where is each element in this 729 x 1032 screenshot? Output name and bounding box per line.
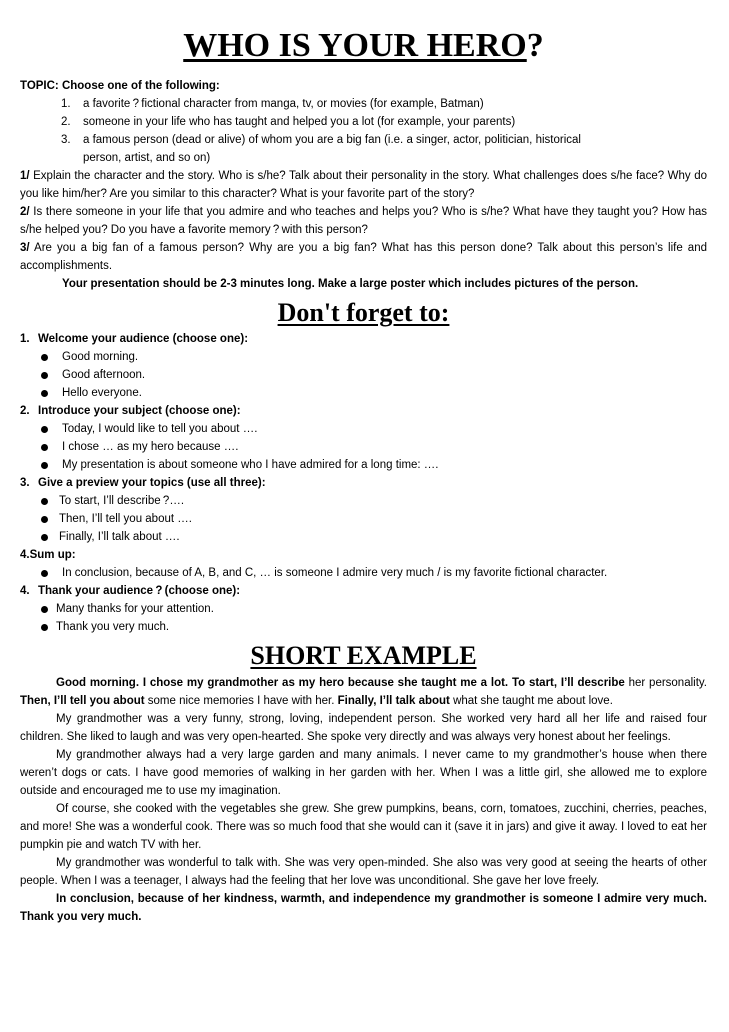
question-number: 2/ bbox=[20, 206, 30, 218]
topic-item-text: someone in your life who has taught and helped you a lot (for example, your parents) bbox=[83, 116, 516, 128]
list-item bbox=[20, 384, 707, 402]
bullet-icon bbox=[40, 528, 59, 546]
reminder-title: Give a preview your topics (use all three): bbox=[38, 477, 266, 489]
question-paragraph bbox=[20, 203, 707, 239]
question-text: Explain the character and the story. Who is s/he? Talk about their personality in the story. What challenges does s/he face? Why do you like him/her? Are you similar to this character? What is your favorite part of the story? bbox=[20, 170, 707, 200]
topic-item-continuation: person, artist, and so on) bbox=[83, 152, 211, 164]
list-item bbox=[20, 456, 707, 474]
list-item-text: To start, I’ll describe ?…. bbox=[59, 495, 185, 507]
bullet-icon bbox=[40, 564, 62, 582]
topic-item bbox=[20, 95, 707, 113]
title-main: WHO IS YOUR HERO bbox=[183, 27, 527, 64]
example-heading-text: SHORT EXAMPLE bbox=[250, 641, 477, 670]
reminder-title: Sum up: bbox=[29, 549, 76, 561]
list-item bbox=[20, 366, 707, 384]
list-item-text: In conclusion, because of A, B, and C, … is someone I admire very much / is my favorite fictional character. bbox=[62, 567, 608, 579]
question-number: 1/ bbox=[20, 170, 30, 182]
list-item-text: Thank you very much. bbox=[56, 621, 170, 633]
title-question-mark: ? bbox=[526, 27, 544, 64]
list-item bbox=[20, 492, 707, 510]
topic-item-text: a favorite ? fictional character from manga, tv, or movies (for example, Batman) bbox=[83, 98, 484, 110]
bullet-icon bbox=[40, 348, 62, 366]
list-item bbox=[20, 528, 707, 546]
reminder-title: Thank your audience ? (choose one): bbox=[38, 585, 241, 597]
reminder-section-title bbox=[20, 546, 707, 564]
intro-bold-1: Good morning. I chose my grandmother as my hero because she taught me a lot. To start, I’ll describe bbox=[56, 677, 625, 689]
question-text: Is there someone in your life that you admire and who teaches and helps you? Who is s/he? What have they taught you? How has s/he helped you? Do you have a favorite memory ? with this person? bbox=[20, 206, 707, 236]
question-number: 3/ bbox=[20, 242, 30, 254]
intro-text-3: what she taught me about love. bbox=[449, 695, 613, 707]
bullet-icon bbox=[40, 420, 62, 438]
list-item-text: Hello everyone. bbox=[62, 387, 142, 399]
bullet-icon bbox=[40, 510, 59, 528]
reminder-number: 3. bbox=[20, 477, 30, 489]
list-item-text: Today, I would like to tell you about …. bbox=[62, 423, 258, 435]
list-item-text: I chose … as my hero because …. bbox=[62, 441, 239, 453]
question-text: Are you a big fan of a famous person? Why are you a big fan? What has this person done? Talk about this person’s life and accomplishments. bbox=[20, 242, 707, 272]
reminder-section-title bbox=[20, 474, 707, 492]
topic-item bbox=[20, 113, 707, 131]
reminder-section-title bbox=[20, 582, 707, 600]
reminder-section-title bbox=[20, 402, 707, 420]
bullet-icon bbox=[40, 384, 62, 402]
worksheet-page bbox=[20, 26, 707, 926]
bullet-icon bbox=[40, 366, 62, 384]
topic-item-number: 1. bbox=[61, 98, 71, 110]
topic-item-text: a famous person (dead or alive) of whom you are a big fan (i.e. a singer, actor, politician, historical bbox=[83, 134, 581, 146]
example-paragraph: My grandmother always had a very large garden and many animals. I never came to my grandmother’s house when there weren’t dogs or cats. I have good memories of walking in her garden with her. When I was a little girl, she allowed me to explore outside and encouraged me to use my imagination. bbox=[20, 749, 707, 797]
list-item-text: Many thanks for your attention. bbox=[56, 603, 214, 615]
questions-section bbox=[20, 167, 707, 293]
list-item-text: Good afternoon. bbox=[62, 369, 146, 381]
reminder-number: 4. bbox=[20, 549, 30, 561]
example-heading bbox=[20, 641, 707, 671]
bullet-icon bbox=[40, 600, 56, 618]
list-item bbox=[20, 564, 707, 582]
reminders-heading-text: Don't forget to: bbox=[277, 298, 450, 327]
topic-item-number: 3. bbox=[61, 134, 71, 146]
question-paragraph bbox=[20, 167, 707, 203]
bullet-icon bbox=[40, 618, 56, 636]
list-item-text: Finally, I’ll talk about …. bbox=[59, 531, 180, 543]
bullet-icon bbox=[40, 456, 62, 474]
topic-label: TOPIC: Choose one of the following: bbox=[20, 80, 220, 92]
reminders-section bbox=[20, 330, 707, 636]
bullet-icon bbox=[40, 492, 59, 510]
reminders-heading bbox=[20, 298, 707, 328]
list-item-text: My presentation is about someone who I have admired for a long time: …. bbox=[62, 459, 439, 471]
list-item-text: Then, I’ll tell you about …. bbox=[59, 513, 192, 525]
reminder-title: Introduce your subject (choose one): bbox=[38, 405, 241, 417]
intro-text-1: her personality. bbox=[624, 677, 707, 689]
example-section bbox=[20, 674, 707, 926]
list-item bbox=[20, 420, 707, 438]
topic-item bbox=[20, 131, 707, 149]
example-intro-paragraph bbox=[20, 674, 707, 710]
reminder-number: 4. bbox=[20, 585, 30, 597]
list-item bbox=[20, 600, 707, 618]
list-item bbox=[20, 618, 707, 636]
list-item bbox=[20, 510, 707, 528]
list-item bbox=[20, 348, 707, 366]
question-paragraph bbox=[20, 239, 707, 275]
reminder-number: 2. bbox=[20, 405, 30, 417]
topic-section bbox=[20, 77, 707, 167]
example-paragraph: My grandmother was a very funny, strong, loving, independent person. She worked very hard all her life and raised four children. She liked to laugh and was very open-hearted. She spoke very directly and was always very honest about her feelings. bbox=[20, 713, 707, 743]
list-item-text: Good morning. bbox=[62, 351, 139, 363]
topic-item-number: 2. bbox=[61, 116, 71, 128]
example-paragraph: My grandmother was wonderful to talk with. She was very open-minded. She also was very good at seeing the hearts of other people. When I was a teenager, I always had the feeling that her love was unconditional. She gave her love freely. bbox=[20, 857, 707, 887]
page-title bbox=[20, 26, 707, 66]
list-item bbox=[20, 438, 707, 456]
intro-bold-3: Finally, I’ll talk about bbox=[337, 695, 450, 707]
example-conclusion: In conclusion, because of her kindness, warmth, and independence my grandmother is someone I admire very much. Thank you very much. bbox=[20, 893, 707, 923]
reminder-title: Welcome your audience (choose one): bbox=[38, 333, 249, 345]
presentation-note: Your presentation should be 2-3 minutes long. Make a large poster which includes pictures of the person. bbox=[62, 278, 639, 290]
reminder-number: 1. bbox=[20, 333, 30, 345]
reminder-section-title bbox=[20, 330, 707, 348]
example-paragraph: Of course, she cooked with the vegetables she grew. She grew pumpkins, beans, corn, tomatoes, zucchini, cherries, peaches, and more! She was a wonderful cook. There was so much food that she would can it (save it in jars) and give it away. I loved to eat her pumpkin pie and watch TV with her. bbox=[20, 803, 707, 851]
intro-bold-2: Then, I’ll tell you about bbox=[20, 695, 145, 707]
bullet-icon bbox=[40, 438, 62, 456]
intro-text-2: some nice memories I have with her. bbox=[144, 695, 338, 707]
